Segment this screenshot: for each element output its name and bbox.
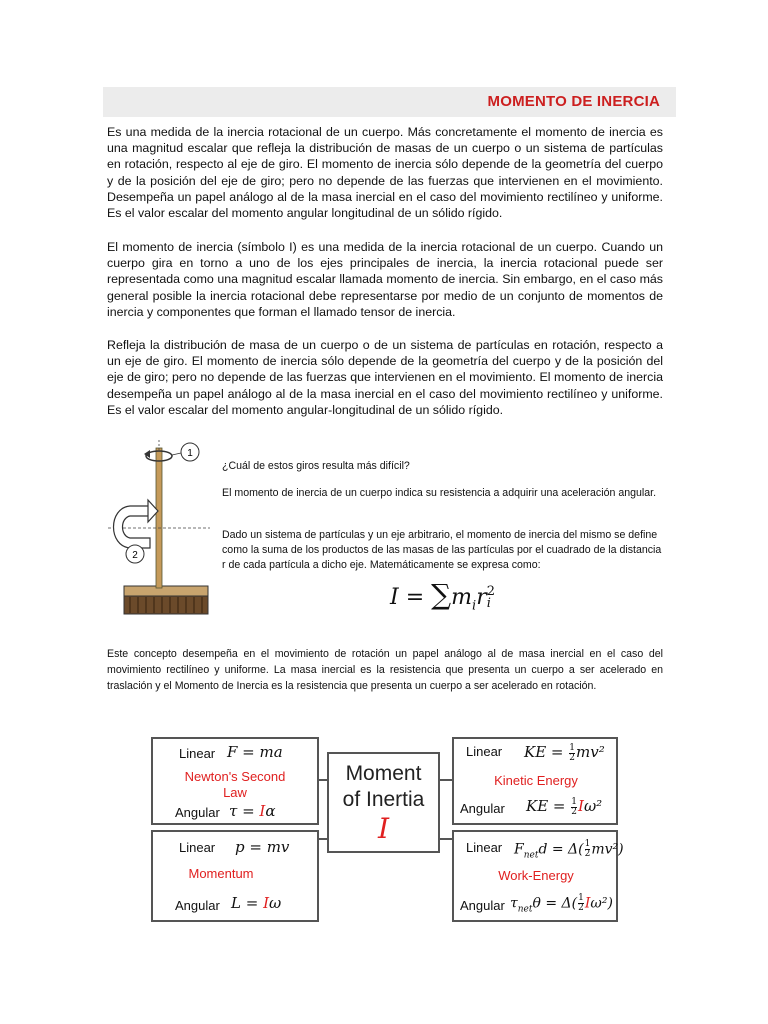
newton-angular-eq: τ = Iα [229,802,276,820]
formula-equals: = [405,585,425,610]
inertia-symbol: I [377,812,390,845]
angular-label: Angular [460,898,505,913]
formula-m: m [451,585,473,610]
inertia-formula [390,578,495,613]
sum-symbol: ∑ [431,578,452,611]
newton-title-2: Law [223,785,247,800]
kinetic-energy-box [452,737,618,825]
work-linear-eq: $F_{net}d = \Delta$( $\frac{1}{2}$ mv²) [514,839,624,861]
kinetic-angular-eq: KE = $\frac{1}{2}$ Iω² [526,796,603,817]
angular-label: Angular [460,801,505,816]
momentum-title: Momentum [188,866,254,881]
title-bar [103,87,676,117]
newton-box [151,737,319,825]
closing-paragraph: Este concepto desempeña en el movimiento de rotación un papel análogo al de masa inercial en el caso del movimiento rectilíneo y uniforme. La masa inercial es la resistencia que presenta un cuerpo a ser acelerado en traslación y el Momento de Inercia es la resistencia que presenta un cuerpo a ser acelerado en rotación. [107,648,663,692]
label-2: 2 [132,550,138,561]
side-text-1: El momento de inercia de un cuerpo indica su resistencia a adquirir una aceleración angular. [222,487,657,499]
linear-label: Linear [179,746,216,761]
center-title-1: Moment [345,762,422,785]
formula-lhs: I [390,585,399,610]
question-text: ¿Cuál de estos giros resulta más difícil? [222,460,410,472]
newton-title-1: Newton's Second [184,769,286,784]
paragraph-1: Es una medida de la inercia rotacional de un cuerpo. Más concretamente el momento de inercia es una magnitud escalar que refleja la distribución de masas de un cuerpo o un sistema de partículas en rotación, respecto al eje de giro. El momento de inercia sólo depende de la geometría del cuerpo y de la posición del eje de giro; pero no depende de las fuerzas que intervienen en el movimiento. Desempeña un papel análogo al de la masa inercial en el caso del movimiento rectilíneo y uniforme. Es el valor escalar del momento angular longitudinal de un sólido rígido. [107,125,663,221]
momentum-box [151,830,319,922]
paragraph-3: Refleja la distribución de masa de un cuerpo o de un sistema de partículas en rotación, respecto a un eje de giro. El momento de inercia sólo depende de la geometría del cuerpo y de la posición del eje de giro; pero no depende de las fuerzas que intervienen en el movimiento. El momento de inercia desempeña un papel análogo al de la masa inercial en el caso del movimiento rectilíneo y uniforme. Es el valor escalar del momento angular-longitudinal de un sólido rígido. [107,338,663,417]
paragraph-2: El momento de inercia (símbolo I) es una medida de la inercia rotacional de un cuerpo. Cuando un cuerpo gira en torno a uno de los ejes principales de inercia, la inercia rotacional puede ser representada como una magnitud escalar llamada momento de inercia. Sin embargo, en el caso más general posible la inercia rotacional debe representarse por medio de un conjunto de momentos de inercia y componentes que forman el llamado tensor de inercia. [107,240,663,319]
moment-of-inertia-box [327,752,440,853]
formula-r-sub: i [486,596,491,611]
work-angular-eq: $\tau_{net}\theta = \Delta$( $\frac{1}{2}$ Iω²) [510,893,613,915]
center-title-2: of Inertia [342,788,425,811]
formula-m-sub: i [472,598,477,614]
formula-r-sup: 2 [486,584,495,599]
rotation-illustration [100,440,218,620]
angular-label: Angular [175,898,220,913]
label-1: 1 [187,448,193,459]
momentum-linear-eq: p = mv [235,838,290,856]
kinetic-linear-eq: KE = $\frac{1}{2}$ mv² [524,742,605,763]
linear-label: Linear [466,840,503,855]
momentum-angular-eq: L = Iω [231,894,282,912]
work-title: Work-Energy [498,868,574,883]
side-text-2: Dado un sistema de partículas y un eje arbitrario, el momento de inercia del mismo se define como la suma de los productos de las masas de las partículas por el cuadrado de la distancia r de cada partícula a dicho eje. Matemáticamente se expresa como: [222,529,662,571]
linear-label: Linear [179,840,216,855]
kinetic-title: Kinetic Energy [494,773,578,788]
linear-label: Linear [466,744,503,759]
angular-label: Angular [175,805,220,820]
formula-r: r [476,585,487,610]
page-title: MOMENTO DE INERCIA [487,93,660,110]
newton-linear-eq: F = ma [227,743,283,761]
work-energy-box [452,830,624,922]
